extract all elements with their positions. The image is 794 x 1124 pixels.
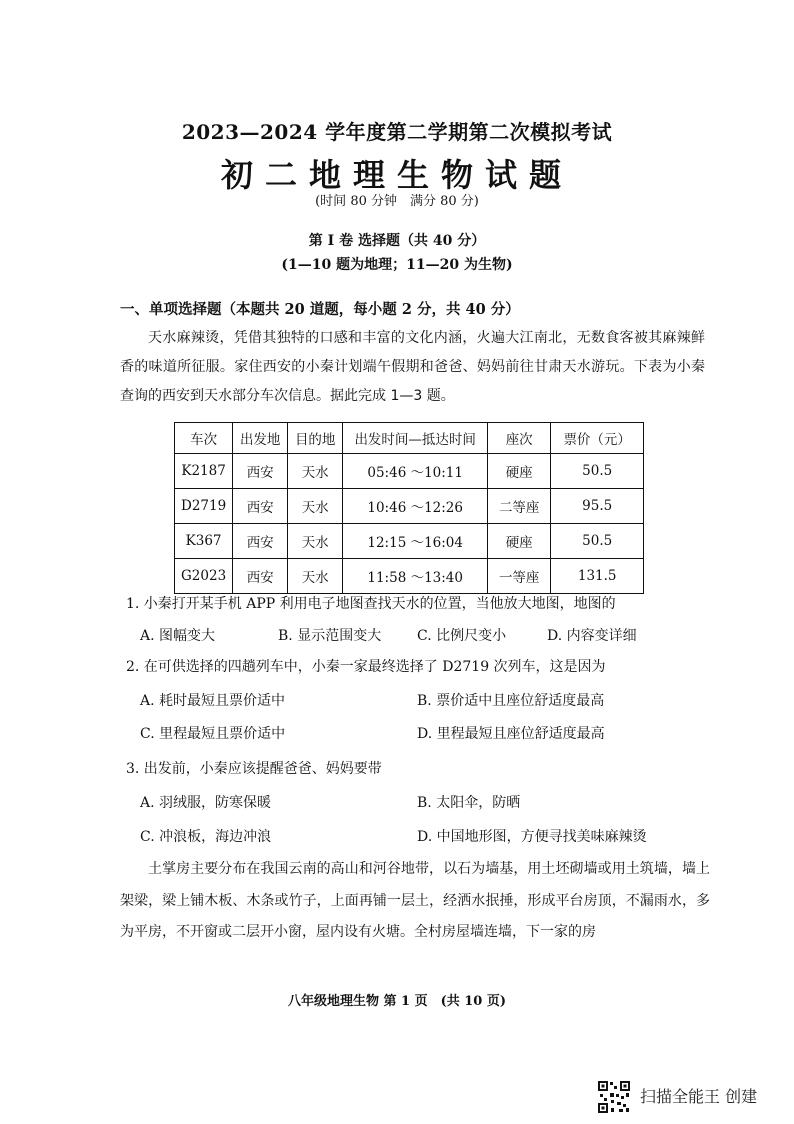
- scanner-watermark: 扫描全能王 创建: [640, 1087, 758, 1106]
- header-cell: 出发时间—抵达时间: [343, 423, 488, 454]
- table-cell: 一等座: [488, 559, 551, 594]
- table-cell: 天水: [288, 559, 343, 594]
- question-2-option-b: B. 票价适中且座位舒适度最高: [417, 693, 605, 709]
- header-cell: 目的地: [288, 423, 343, 454]
- table-cell: D2719: [175, 489, 233, 524]
- table-row: [175, 559, 644, 594]
- table-cell: 西安: [233, 489, 288, 524]
- volume-title: 第 I 卷 选择题（共 40 分）: [308, 233, 486, 249]
- header-cell: 车次: [175, 423, 233, 454]
- table-cell: 50.5: [551, 454, 644, 489]
- question-2-stem: 2. 在可供选择的四趟列车中，小秦一家最终选择了 D2719 次列车，这是因为: [126, 659, 606, 675]
- time-info: (时间 80 分钟 满分 80 分): [315, 194, 479, 209]
- table-row: [175, 454, 644, 489]
- question-2-option-c: C. 里程最短且票价适中: [140, 726, 286, 742]
- question-1-option-d: D. 内容变详细: [547, 628, 637, 644]
- question-1-option-b: B. 显示范围变大: [278, 628, 382, 644]
- question-3-option-b: B. 太阳伞，防晒: [417, 795, 521, 811]
- page-footer: 八年级地理生物 第 1 页 (共 10 页): [287, 994, 507, 1009]
- header-cell: 票价（元）: [551, 423, 644, 454]
- header-cell: 出发地: [233, 423, 288, 454]
- section-heading: 一、单项选择题（本题共 20 道题，每小题 2 分，共 40 分）: [120, 301, 520, 318]
- table-cell: 05:46 ～10:11: [343, 454, 488, 489]
- table-cell: 11:58 ～13:40: [343, 559, 488, 594]
- question-3-stem: 3. 出发前，小秦应该提醒爸爸、妈妈要带: [126, 761, 382, 777]
- volume-note: (1—10 题为地理；11—20 为生物): [281, 257, 513, 273]
- table-cell: K2187: [175, 454, 233, 489]
- train-table: [174, 422, 644, 594]
- qr-code-icon: [597, 1080, 631, 1114]
- passage-intro: 天水麻辣烫，凭借其独特的口感和丰富的文化内涵，火遍大江南北，无数食客被其麻辣鲜香的味道所征服。家住西安的小秦计划端午假期和爸爸、妈妈前往甘肃天水游玩。下表为小秦查询的西安到天水部分车次信息。据此完成 1—3 题。: [120, 330, 705, 404]
- table-cell: 西安: [233, 559, 288, 594]
- question-2-option-d: D. 里程最短且座位舒适度最高: [417, 726, 605, 742]
- table-cell: 硬座: [488, 524, 551, 559]
- table-row: [175, 524, 644, 559]
- table-row: [175, 489, 644, 524]
- question-3-option-a: A. 羽绒服，防寒保暖: [140, 795, 272, 811]
- table-cell: 西安: [233, 454, 288, 489]
- table-cell: 硬座: [488, 454, 551, 489]
- question-1-option-a: A. 图幅变大: [140, 628, 216, 644]
- question-3-option-d: D. 中国地形图，方便寻找美味麻辣烫: [417, 829, 647, 845]
- header-cell: 座次: [488, 423, 551, 454]
- table-cell: 天水: [288, 454, 343, 489]
- table-cell: K367: [175, 524, 233, 559]
- table-cell: 12:15 ～16:04: [343, 524, 488, 559]
- table-cell: 50.5: [551, 524, 644, 559]
- exam-title: 2023—2024 学年度第二学期第二次模拟考试: [181, 120, 613, 144]
- question-3-option-c: C. 冲浪板，海边冲浪: [140, 829, 272, 845]
- subject-title: 初二地理生物试题: [220, 156, 573, 194]
- table-cell: 西安: [233, 524, 288, 559]
- passage-tuzhangfang: 土掌房主要分布在我国云南的高山和河谷地带，以石为墙基，用土坯砌墙或用土筑墙，墙上架梁，梁上铺木板、木条或竹子，上面再铺一层土，经洒水抿捶，形成平台房顶，不漏雨水，多为平房，不开窗或二层开小窗，屋内设有火塘。全村房屋墙连墙，下一家的房: [120, 861, 710, 940]
- table-cell: 95.5: [551, 489, 644, 524]
- table-header-row: [175, 423, 644, 454]
- question-1-stem: 1. 小秦打开某手机 APP 利用电子地图查找天水的位置，当他放大地图，地图的: [126, 596, 616, 612]
- table-cell: 天水: [288, 489, 343, 524]
- table-cell: 131.5: [551, 559, 644, 594]
- table-cell: 10:46 ～12:26: [343, 489, 488, 524]
- question-1-option-c: C. 比例尺变小: [417, 628, 507, 644]
- table-cell: G2023: [175, 559, 233, 594]
- table-cell: 天水: [288, 524, 343, 559]
- table-cell: 二等座: [488, 489, 551, 524]
- question-2-option-a: A. 耗时最短且票价适中: [140, 693, 286, 709]
